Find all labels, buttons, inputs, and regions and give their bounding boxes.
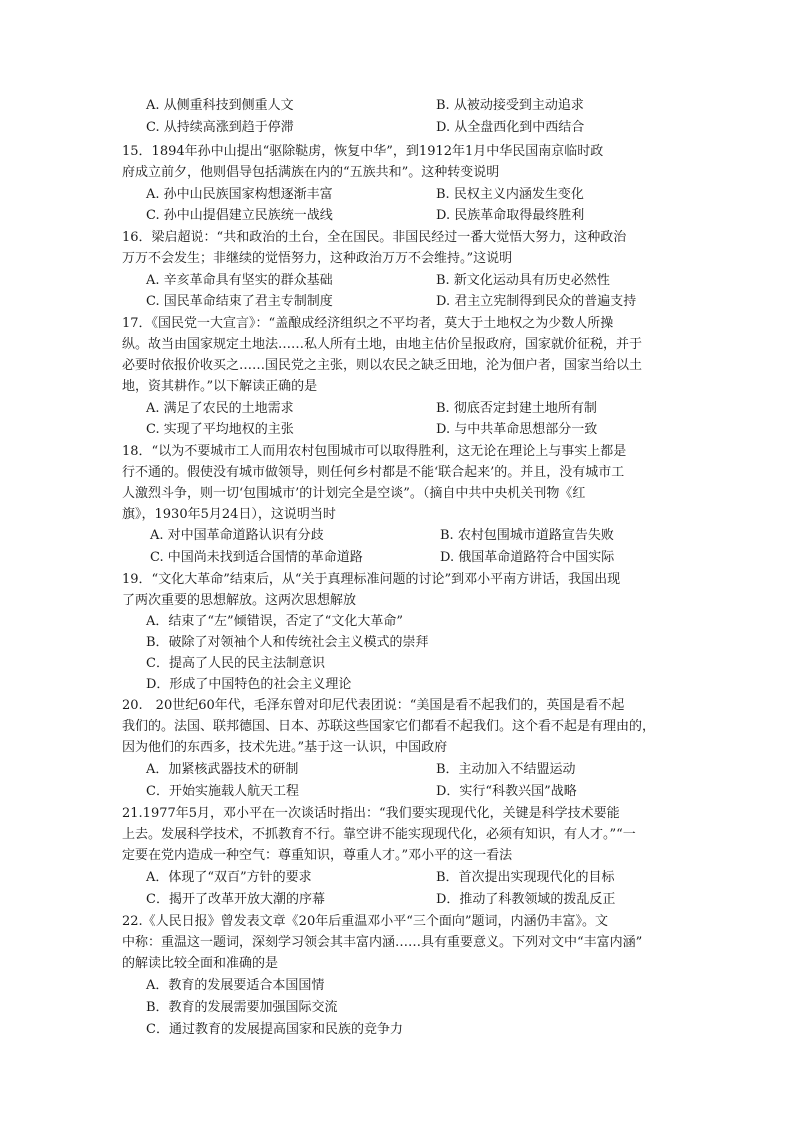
q14-option-b: B. 从被动接受到主动追求 (436, 98, 584, 113)
q19-option-a: A．结束了“左”倾错误，否定了“文化大革命” (146, 614, 403, 629)
q20-stem-line-3: 因为他们的东西多，技术先进。”基于这一认识，中国政府 (122, 740, 448, 755)
q17-stem-line-2: 纵。故当由国家规定土地法……私人所有土地，由地主估价呈报政府，国家就价征税，并于 (122, 337, 643, 352)
q17-option-a: A. 满足了农民的土地需求 (146, 401, 294, 416)
q22-stem-line-2: 中称：重温这一题词，深刻学习领会其丰富内涵……具有重要意义。下列对文中“丰富内涵” (122, 935, 643, 950)
q22-stem-line-1: 22.《人民日报》曾发表文章《20年后重温邓小平“三个面向”题词，内涵仍丰富》。文 (122, 914, 609, 929)
q20-option-d: D．实行“科教兴国”战略 (436, 784, 577, 799)
q17-stem-line-1: 17．《国民党一大宣言》：“盖酿成经济组织之不平均者，莫大于土地权之为少数人所操 (122, 316, 614, 331)
q19-option-d: D．形成了中国特色的社会主义理论 (146, 677, 352, 692)
q15-option-b: B. 民权主义内涵发生变化 (436, 187, 584, 202)
q21-option-d: D．推动了科教领域的拨乱反正 (436, 892, 616, 907)
q15-stem-line-1: 15．1894年孙中山提出“驱除鞑虏，恢复中华”，到1912年1月中华民国南京临时政 (122, 144, 604, 159)
q21-option-a: A．体现了“双百”方针的要求 (146, 870, 312, 885)
q21-option-c: C．揭开了改革开放大潮的序幕 (146, 892, 325, 907)
q14-option-a: A. 从侧重科技到侧重人文 (146, 98, 294, 113)
q22-option-a: A．教育的发展要适合本国国情 (146, 978, 325, 993)
q16-option-d: D. 君主立宪制得到民众的普遍支持 (436, 294, 637, 309)
q20-stem-line-1: 20. 20世纪60年代，毛泽东曾对印尼代表团说：“美国是看不起我们的，英国是看不起 (122, 698, 625, 713)
q21-stem-line-3: 定要在党内造成一种空气：尊重知识，尊重人才。”邓小平的这一看法 (122, 848, 513, 863)
q18-option-b: B. 农村包围城市道路宣告失败 (440, 528, 614, 543)
q17-option-d: D. 与中共革命思想部分一致 (436, 422, 598, 437)
q17-option-c: C. 实现了平均地权的主张 (146, 422, 294, 437)
q18-stem-line-4: 旗》，1930年5月24日），这说明当时 (122, 507, 336, 522)
q20-stem-line-2: 我们的。法国、联邦德国、日本、苏联这些国家它们都看不起我们。这个看不起是有理由的， (122, 719, 656, 734)
q16-option-a: A. 辛亥革命具有坚实的群众基础 (146, 273, 333, 288)
q20-option-a: A．加紧核武器技术的研制 (146, 762, 299, 777)
q22-option-b: B．教育的发展需要加强国际交流 (146, 1000, 338, 1015)
q18-stem-line-1: 18．“以为不要城市工人而用农村包围城市可以取得胜利，这无论在理论上与事实上都是 (122, 444, 627, 459)
q16-stem-line-1: 16．梁启超说：“共和政治的土台，全在国民。非国民经过一番大觉悟大努力，这种政治 (122, 230, 627, 245)
q17-option-b: B. 彻底否定封建土地所有制 (436, 401, 597, 416)
q19-option-c: C．提高了人民的民主法制意识 (146, 656, 325, 671)
q15-option-d: D. 民族革命取得最终胜利 (436, 208, 585, 223)
q16-option-c: C. 国民革命结束了君主专制制度 (146, 294, 333, 309)
q21-stem-line-2: 上去。发展科学技术，不抓教育不行。靠空讲不能实现现代化，必须有知识，有人才。”“一 (122, 827, 636, 842)
q14-option-d: D. 从全盘西化到中西结合 (436, 120, 585, 135)
q18-stem-line-3: 人激烈斗争，则一切‘包围城市’的计划完全是空谈”。（摘自中共中央机关刊物《红 (122, 486, 586, 501)
q22-option-c: C．通过教育的发展提高国家和民族的竞争力 (146, 1022, 403, 1037)
q19-option-b: B．破除了对领袖个人和传统社会主义模式的崇拜 (146, 635, 429, 650)
q15-option-a: A. 孙中山民族国家构想逐渐丰富 (146, 187, 333, 202)
q18-option-d: D. 俄国革命道路符合中国实际 (440, 550, 615, 565)
q20-option-c: C．开始实施载人航天工程 (146, 784, 299, 799)
q16-option-b: B. 新文化运动具有历史必然性 (436, 273, 610, 288)
q21-option-b: B．首次提出实现现代化的目标 (436, 870, 615, 885)
q18-option-c: C. 中国尚未找到适合国情的革命道路 (150, 550, 363, 565)
q14-option-c: C. 从持续高涨到趋于停滞 (146, 120, 294, 135)
q18-option-a: A. 对中国革命道路认识有分歧 (150, 528, 324, 543)
q15-option-c: C. 孙中山提倡建立民族统一战线 (146, 208, 333, 223)
q19-stem-line-1: 19．“文化大革命”结束后，从“关于真理标准问题的讨论”到邓小平南方讲话，我国出现 (122, 572, 621, 587)
q16-stem-line-2: 万万不会发生；非继续的觉悟努力，这种政治万万不会维持。”这说明 (122, 251, 513, 266)
q21-stem-line-1: 21.1977年5月，邓小平在一次谈话时指出：“我们要实现现代化，关键是科学技术要能 (122, 806, 620, 821)
q17-stem-line-3: 必要时依报价收买之……国民党之主张，则以农民之缺乏田地，沦为佃户者，国家当给以土 (122, 358, 643, 373)
q17-stem-line-4: 地，资其耕作。”以下解读正确的是 (122, 379, 318, 394)
q22-stem-line-3: 的解读比较全面和准确的是 (122, 956, 279, 971)
q18-stem-line-2: 行不通的。假使没有城市做领导，则任何乡村都是不能‘联合起来’的。并且，没有城市工 (122, 465, 625, 480)
q19-stem-line-2: 了两次重要的思想解放。这两次思想解放 (122, 593, 357, 608)
q20-option-b: B．主动加入不结盟运动 (436, 762, 576, 777)
q15-stem-line-2: 府成立前夕，他则倡导包括满族在内的“五族共和”。这种转变说明 (122, 165, 500, 180)
